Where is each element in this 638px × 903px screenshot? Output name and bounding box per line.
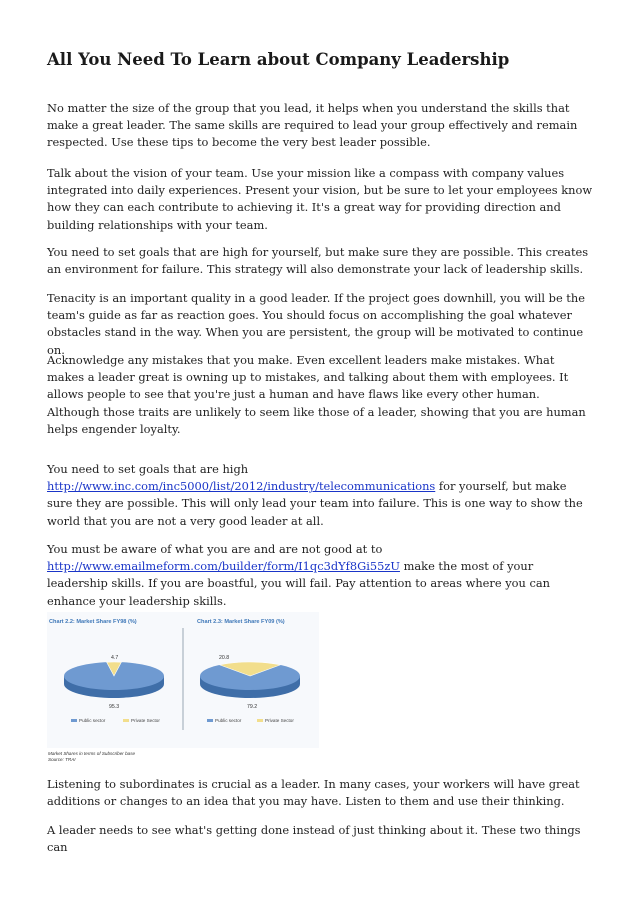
data-label-private: 20.8 (219, 655, 230, 661)
data-label-private: 4.7 (111, 655, 119, 661)
paragraph-text: You need to set goals that are high (47, 462, 249, 476)
legend-label-private: Private Sector (131, 718, 160, 723)
data-label-public: 95.3 (109, 704, 120, 710)
telecom-link[interactable]: http://www.inc.com/inc5000/list/2012/industry/telecommunications (47, 479, 436, 494)
legend-label-public: Public sector (215, 718, 242, 723)
legend-swatch-private (257, 719, 263, 722)
legend-label-public: Public sector (79, 718, 106, 723)
data-label-public: 79.2 (247, 704, 258, 710)
paragraph-intro: No matter the size of the group that you lead, it helps when you understand the skills that make a great leader. The same skills are required to lead your group effectively and remain respected. Use these tips to become the very best leader possible. (47, 101, 578, 150)
paragraph-text: for yourself, but make sure they are possible. This will only lead your team into failure. This is one way to show the world that you are not a very good leader at all. (47, 479, 583, 528)
paragraph-goals-link (47, 461, 595, 530)
emailmeform-link[interactable]: http://www.emailmeform.com/builder/form/I1qc3dYf8Gi55zU (47, 559, 400, 574)
paragraph-aware-link (47, 541, 595, 610)
market-share-figure (47, 612, 319, 764)
figure-source: Source: TRAI (48, 757, 76, 762)
chart-title-fy98: Chart 2.2: Market Share FY98 (%) (49, 619, 137, 625)
legend-swatch-private (123, 719, 129, 722)
page-title: All You Need To Learn about Company Leadership (47, 50, 510, 69)
paragraph-tenacity: Tenacity is an important quality in a good leader. If the project goes downhill, you will be the team's guide as far as reaction goes. You should focus on accomplishing the goal whatever obstacles stand in the way. When you are persistent, the group will be motivated to continue on. (47, 291, 585, 357)
paragraph-mistakes: Acknowledge any mistakes that you make. Even excellent leaders make mistakes. What makes a leader great is owning up to mistakes, and talking about them with employees. It allows people to see that you're just a human and have flaws like every other human. Although those traits are unlikely to seem like those of a leader, showing that you are human helps engender loyalty. (47, 353, 586, 436)
paragraph-text: You must be aware of what you are and are not good at to (47, 542, 383, 556)
paragraph-goals: You need to set goals that are high for yourself, but make sure they are possible. This creates an environment for failure. This strategy will also demonstrate your lack of leadership skills. (47, 245, 589, 277)
legend-swatch-public (207, 719, 213, 722)
paragraph-vision: Talk about the vision of your team. Use your mission like a compass with company values integrated into daily experiences. Present your vision, but be sure to let your employees know how they can each contribute to achieving it. It's a great way for providing direction and building relationships with your team. (47, 166, 593, 232)
market-share-charts (47, 612, 319, 764)
paragraph-text: make the most of your leadership skills. If you are boastful, you will fail. Pay attention to areas where you can enhance your leadership skills. (47, 559, 550, 608)
figure-caption: Market Shares in terms of Subscriber base (48, 751, 136, 756)
paragraph-action: A leader needs to see what's getting done instead of just thinking about it. These two things can (47, 823, 581, 855)
chart-title-fy09: Chart 2.3: Market Share FY09 (%) (197, 619, 285, 625)
legend-label-private: Private Sector (265, 718, 294, 723)
legend-swatch-public (71, 719, 77, 722)
paragraph-listening: Listening to subordinates is crucial as a leader. In many cases, your workers will have great additions or changes to an idea that you may have. Listen to them and use their thinking. (47, 777, 580, 809)
